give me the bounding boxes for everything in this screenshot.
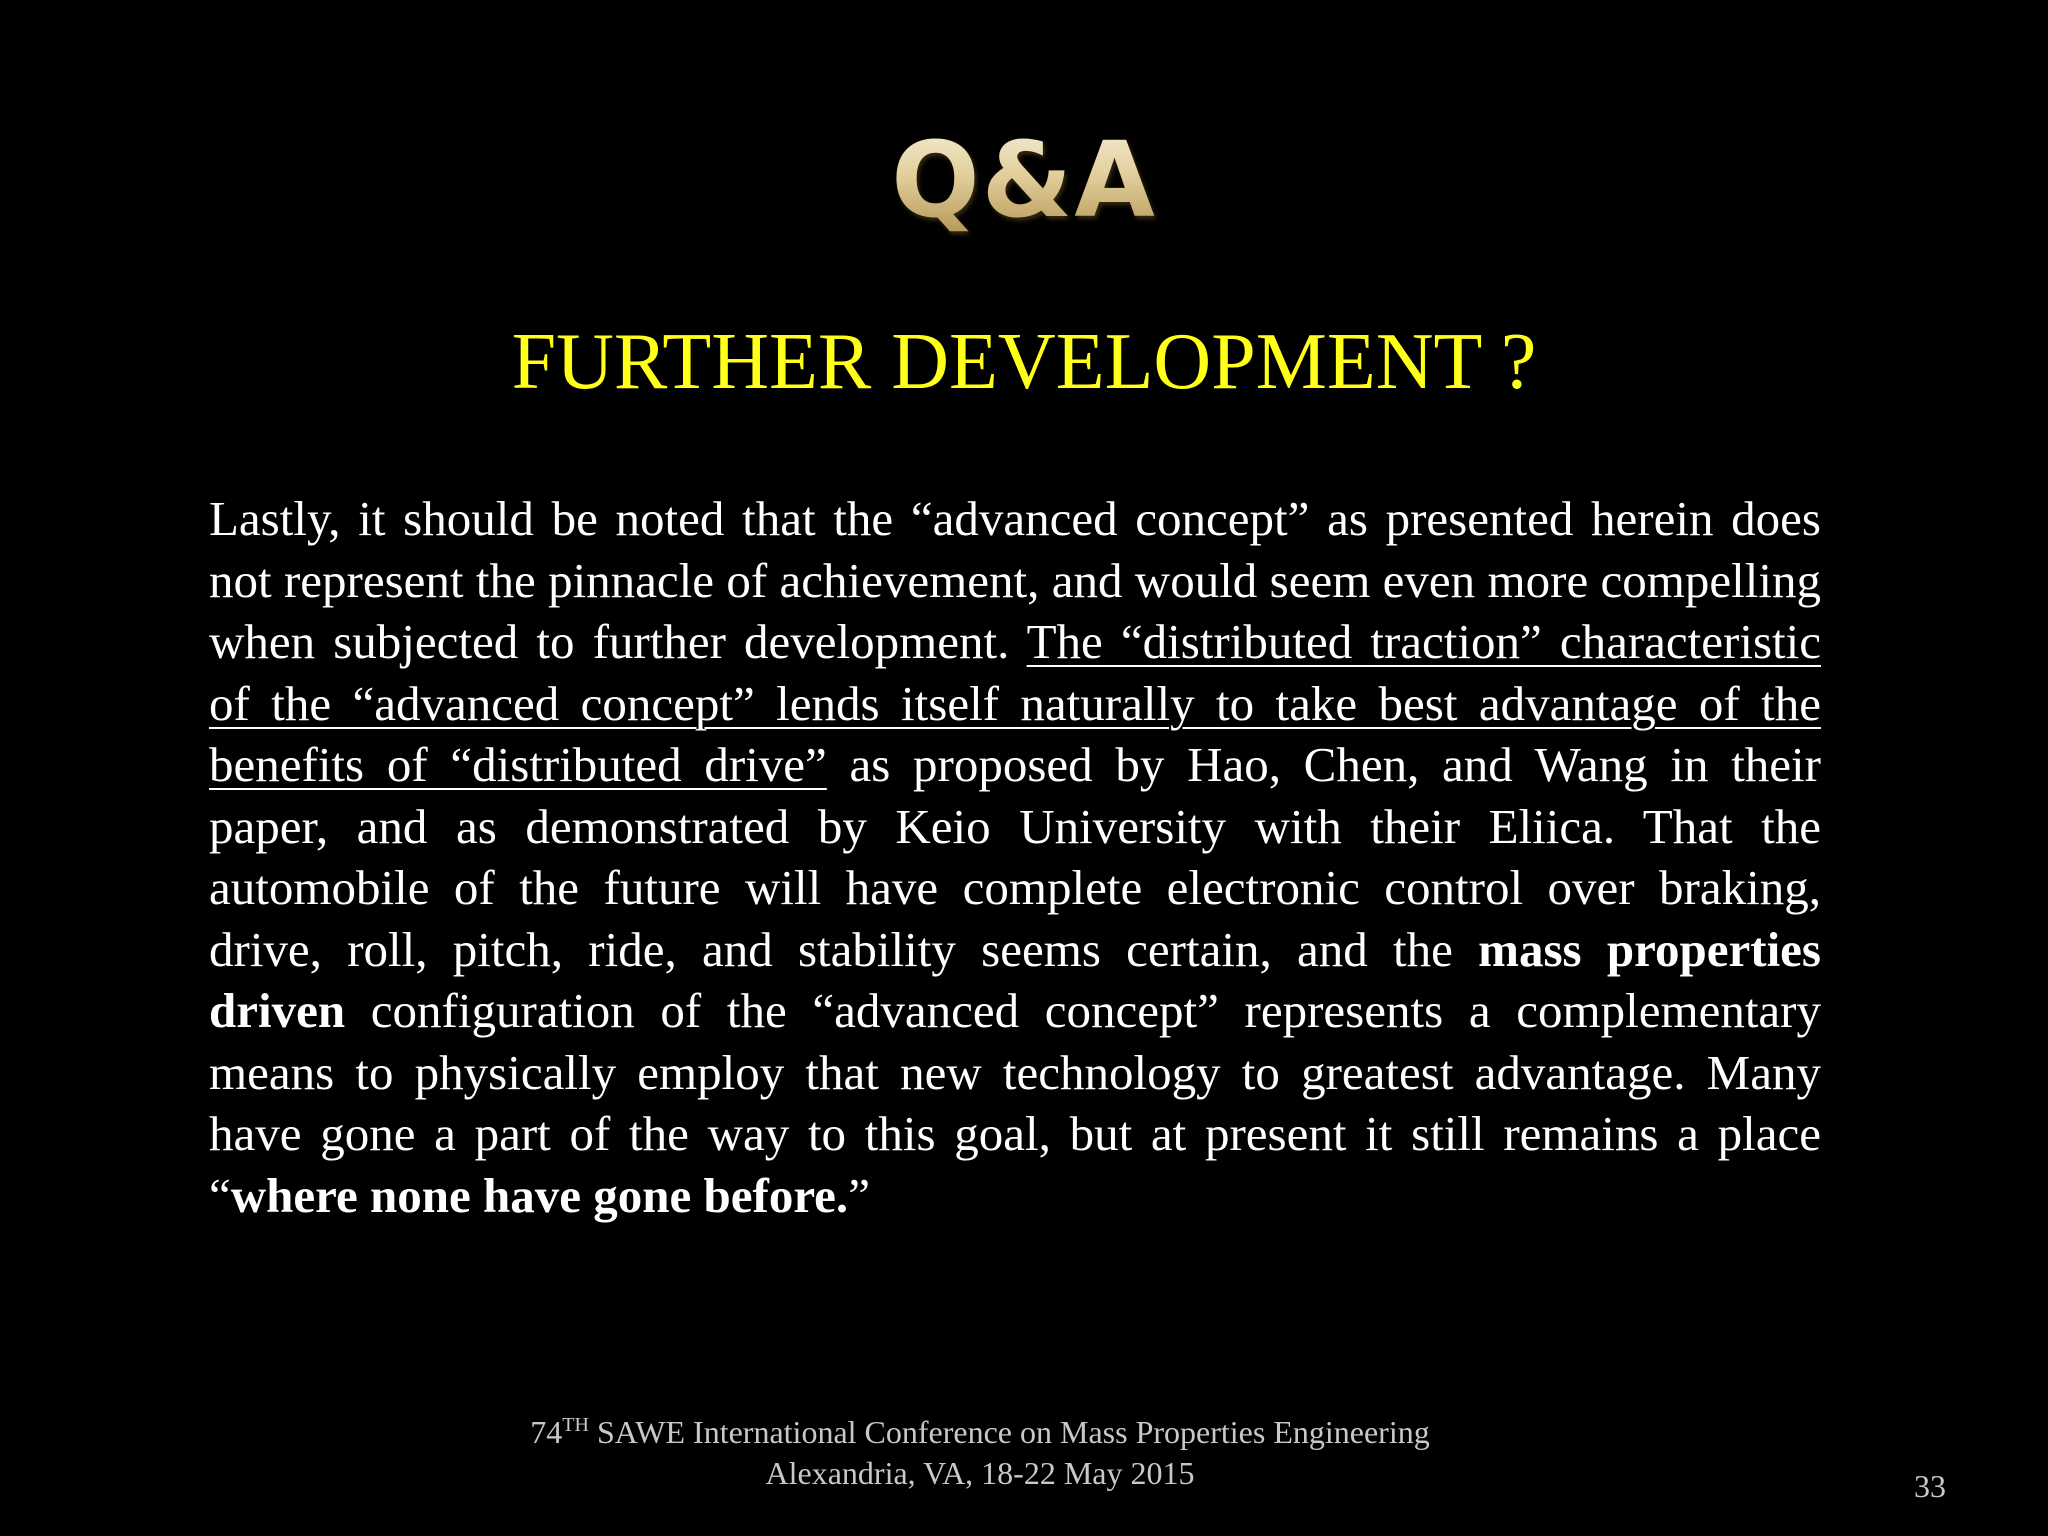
footer-conference-name: SAWE International Conference on Mass Properties Engineering — [588, 1414, 1430, 1450]
footer-line-2: Alexandria, VA, 18-22 May 2015 — [765, 1455, 1195, 1491]
paragraph-text-2: as proposed by Hao, Chen, and Wang in their paper, and as demonstrated by Keio University with their Eliica. That the automobile of the future will have complete electronic control over braking, drive, roll, pitch, ride, and stability seems certain, and the — [209, 737, 1821, 977]
paragraph-underlined-text: The “distributed traction” characteristic of the “advanced concept” lends itself naturally to take best advantage of the benefits of “distributed drive” — [209, 614, 1821, 792]
paragraph-text-3: configuration of the “advanced concept” represents a complementary means to physically employ that new technology to greatest advantage. Many have gone a part of the way to this goal, but at present it still remains a place “ — [209, 983, 1821, 1223]
paragraph-text-1: Lastly, it should be noted that the “advanced concept” as presented herein does not represent the pinnacle of achievement, and would seem even more compelling when subjected to further development. — [209, 491, 1821, 669]
body-paragraph — [209, 488, 1821, 1226]
footer-ordinal-number: 74 — [530, 1414, 563, 1450]
page-number: 33 — [1914, 1468, 1946, 1504]
paragraph-bold-text-1: mass properties driven — [209, 921, 1821, 1038]
slide-title: Q&A — [0, 128, 2048, 232]
footer-line-1 — [0, 1412, 1960, 1453]
slide-subtitle: FURTHER DEVELOPMENT ? — [511, 318, 1537, 406]
footer-ordinal-suffix: TH — [562, 1414, 589, 1436]
paragraph-bold-text-2: where none have gone before. — [230, 1167, 849, 1223]
paragraph-text-4: ” — [848, 1167, 870, 1223]
footer — [0, 1412, 1960, 1494]
